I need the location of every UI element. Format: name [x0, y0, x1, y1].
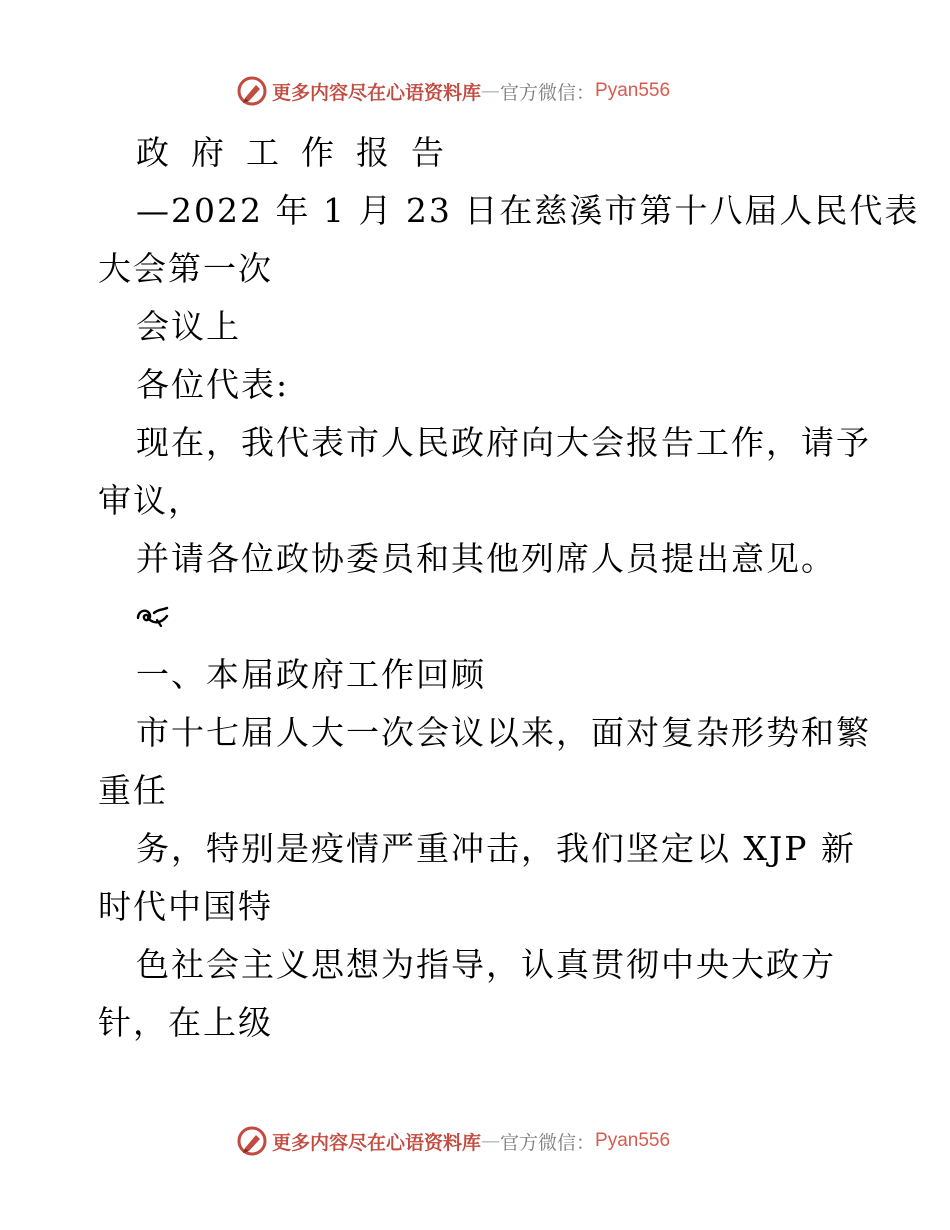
watermark-label: 官方微信：: [500, 1131, 596, 1154]
ornament-row: [98, 588, 888, 646]
watermark-wechat-id: Pyan556: [595, 80, 671, 101]
watermark-separator: —: [481, 80, 501, 102]
document-title: 政府工作报告: [136, 133, 466, 172]
swirl-ornament-icon: [136, 604, 170, 630]
watermark-brand: 更多内容尽在心语资料库: [272, 1131, 482, 1154]
para1-line2: 审议，: [98, 481, 203, 520]
pen-logo-icon: [236, 1125, 268, 1157]
salutation: 各位代表:: [136, 365, 290, 404]
watermark-footer: [236, 1124, 670, 1158]
document-body: [98, 124, 920, 1052]
para2-line4: 时代中国特: [98, 887, 273, 926]
document-subtitle-line1: —2022 年 1 月 23 日在慈溪市第十八届人民代表: [136, 191, 920, 230]
watermark-header: [236, 74, 670, 108]
pen-logo-icon: [236, 75, 268, 107]
para1-line3: 并请各位政协委员和其他列席人员提出意见。: [136, 539, 836, 578]
document-subtitle-line2: 大会第一次: [98, 249, 273, 288]
watermark-label: 官方微信：: [500, 81, 596, 104]
document-subtitle-line3: 会议上: [136, 307, 241, 346]
para2-line2: 重任: [98, 771, 168, 810]
section-heading: 一、本届政府工作回顾: [136, 655, 486, 694]
para2-line3: 务，特别是疫情严重冲击，我们坚定以 XJP 新: [136, 829, 856, 868]
para1-line1: 现在，我代表市人民政府向大会报告工作，请予: [136, 423, 871, 462]
para2-line5: 色社会主义思想为指导，认真贯彻中央大政方: [136, 945, 836, 984]
para2-line6: 针，在上级: [98, 1003, 273, 1042]
para2-line1: 市十七届人大一次会议以来，面对复杂形势和繁: [136, 713, 871, 752]
watermark-wechat-id: Pyan556: [595, 1130, 671, 1151]
watermark-separator: —: [481, 1130, 501, 1152]
watermark-brand: 更多内容尽在心语资料库: [272, 81, 482, 104]
